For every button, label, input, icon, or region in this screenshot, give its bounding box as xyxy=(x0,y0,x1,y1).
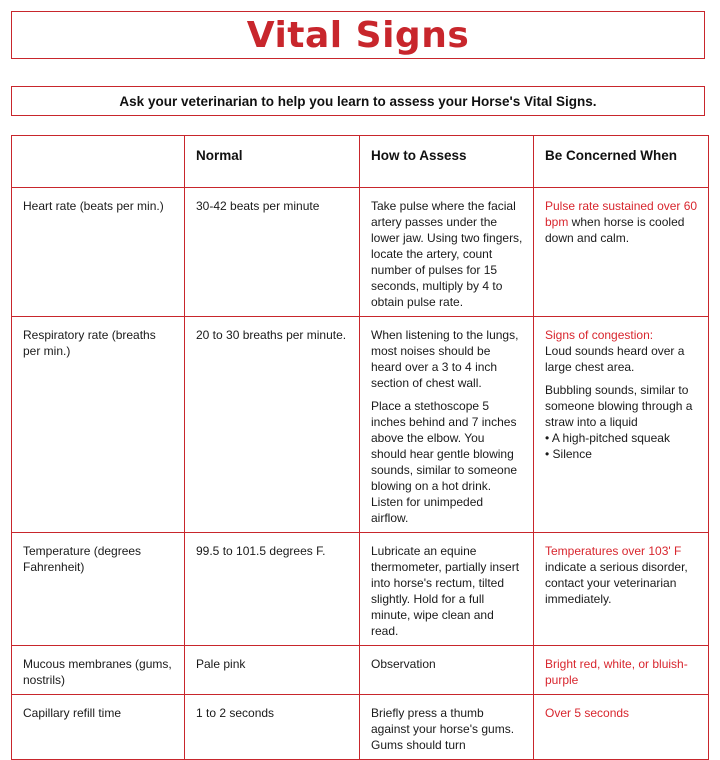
concern-highlight: Over 5 seconds xyxy=(545,706,630,720)
title-box xyxy=(11,11,705,59)
row-sign: Mucous membranes (gums, nostrils) xyxy=(12,646,185,695)
table-row xyxy=(12,695,709,760)
how-paragraph: Briefly press a thumb against your horse's gums. Gums should turn xyxy=(371,706,515,752)
header-how-to-assess: How to Assess xyxy=(360,136,534,188)
row-concern xyxy=(534,646,709,695)
table-row xyxy=(12,188,709,317)
concern-highlight: Pulse rate sustained over 60 bpm xyxy=(545,199,698,229)
row-normal: 99.5 to 101.5 degrees F. xyxy=(185,533,360,646)
row-how xyxy=(360,317,534,533)
row-normal: Pale pink xyxy=(185,646,360,695)
concern-text: Loud sounds heard over a large chest area. xyxy=(545,344,685,374)
table-row xyxy=(12,533,709,646)
concern-bullet: • Silence xyxy=(545,447,592,461)
row-normal: 30-42 beats per minute xyxy=(185,188,360,317)
row-concern xyxy=(534,695,709,760)
row-concern xyxy=(534,317,709,533)
how-paragraph: Place a stethoscope 5 inches behind and 7 inches above the elbow. You should hear gentle blowing sounds, similar to someone blowing on a hot drink. Listen for unimpeded airflow. xyxy=(371,399,518,525)
concern-extra: Bubbling sounds, similar to someone blowing through a straw into a liquid xyxy=(545,383,693,429)
how-paragraph: Lubricate an equine thermometer, partially insert into horse's rectum, tilted slightly. Hold for a full minute, wipe clean and read. xyxy=(371,544,520,638)
subtitle: Ask your veterinarian to help you learn to assess your Horse's Vital Signs. xyxy=(119,93,597,109)
row-normal: 20 to 30 breaths per minute. xyxy=(185,317,360,533)
row-concern xyxy=(534,188,709,317)
page-title: Vital Signs xyxy=(246,14,470,56)
table-header-row xyxy=(12,136,709,188)
concern-highlight: Temperatures over 103' F xyxy=(545,544,682,558)
vital-signs-table xyxy=(11,135,709,760)
concern-text: when horse is cooled down and calm. xyxy=(545,215,685,245)
row-sign: Respiratory rate (breaths per min.) xyxy=(12,317,185,533)
row-how xyxy=(360,646,534,695)
header-be-concerned-when: Be Concerned When xyxy=(534,136,709,188)
concern-highlight: Bright red, white, or bluish-purple xyxy=(545,657,688,687)
table-row xyxy=(12,317,709,533)
concern-block xyxy=(545,327,698,375)
table-row xyxy=(12,646,709,695)
concern-text: indicate a serious disorder, contact your veterinarian immediately. xyxy=(545,560,688,606)
row-sign: Capillary refill time xyxy=(12,695,185,760)
header-normal: Normal xyxy=(185,136,360,188)
subtitle-box xyxy=(11,86,705,116)
row-sign: Heart rate (beats per min.) xyxy=(12,188,185,317)
row-how xyxy=(360,695,534,760)
row-normal: 1 to 2 seconds xyxy=(185,695,360,760)
header-sign xyxy=(12,136,185,188)
concern-bullet: • A high-pitched squeak xyxy=(545,431,670,445)
how-paragraph: Observation xyxy=(371,657,436,671)
how-paragraph: Take pulse where the facial artery passes under the lower jaw. Using two fingers, locate the artery, count number of pulses for 15 seconds, multiply by 4 to obtain pulse rate. xyxy=(371,199,523,309)
how-paragraph: When listening to the lungs, most noises should be heard over a 3 to 4 inch section of chest wall. xyxy=(371,328,519,390)
row-how xyxy=(360,533,534,646)
concern-highlight: Signs of congestion: xyxy=(545,328,654,342)
row-sign: Temperature (degrees Fahrenheit) xyxy=(12,533,185,646)
row-how xyxy=(360,188,534,317)
row-concern xyxy=(534,533,709,646)
